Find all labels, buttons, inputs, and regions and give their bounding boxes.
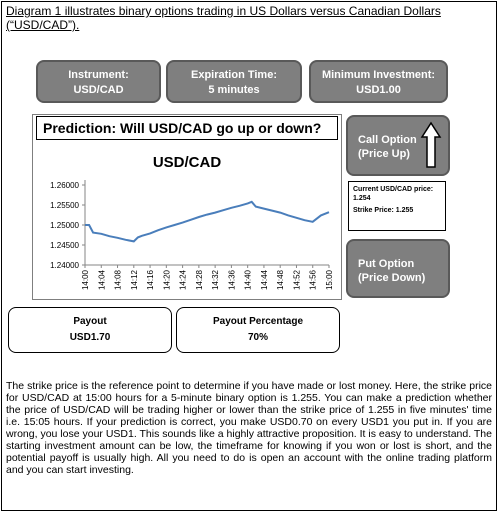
instrument-box [36, 60, 161, 103]
payout-percentage-box [176, 307, 340, 353]
payout-value: USD1.70 [69, 332, 111, 343]
instrument-value: USD/CAD [73, 84, 124, 96]
x-tick-label: 14:40 [243, 270, 253, 291]
expiration-label: Expiration Time: [191, 69, 277, 81]
x-tick-label: 15:00 [325, 270, 334, 291]
call-option-label: Call Option [358, 134, 417, 146]
x-tick-label: 14:44 [259, 270, 269, 291]
y-tick-label: 1.24500 [50, 241, 79, 250]
prediction-question: Prediction: Will USD/CAD go up or down? [36, 116, 338, 140]
put-option-button[interactable] [346, 239, 450, 298]
payout-label: Payout [73, 316, 107, 327]
expiration-box [166, 60, 302, 103]
put-option-sublabel: (Price Down) [358, 272, 426, 284]
x-tick-label: 14:08 [113, 270, 123, 291]
diagram-caption: Diagram 1 illustrates binary options trading in US Dollars versus Canadian Dollars (“USD/CAD”). [6, 4, 441, 32]
call-option-button[interactable] [346, 115, 450, 176]
x-tick-label: 14:04 [97, 270, 107, 291]
chart-area [32, 114, 342, 300]
x-tick-label: 14:48 [276, 270, 286, 291]
usd-cad-price-line [85, 202, 329, 242]
y-tick-label: 1.24000 [50, 261, 79, 270]
y-tick-label: 1.25000 [50, 221, 79, 230]
current-price-label: Current USD/CAD price: [353, 186, 434, 193]
x-tick-label: 14:24 [178, 270, 188, 291]
minimum-label: Minimum Investment: [321, 69, 436, 81]
expiration-value: 5 minutes [208, 84, 260, 96]
call-option-sublabel: (Price Up) [358, 148, 410, 160]
price-info-box [348, 181, 446, 231]
up-arrow-icon [420, 121, 442, 169]
x-tick-label: 14:52 [292, 270, 302, 291]
put-option-label: Put Option [358, 258, 415, 270]
explanation-paragraph: The strike price is the reference point to determine if you have made or lost money. Here, the strike price for USD/CAD at 15:00 hours for a 5-minute binary option is 1.255. You can make a prediction whether the price of USD/CAD will be trading higher or lower than the strike price of 1.255 in five minutes' time i.e. 15:05 hours. If your prediction is correct, you make USD0.70 on every USD1 you put in. If you are wrong, you lose your USD1. This sounds like a highly attractive proposition. It is easy to understand. The starting investment amount can be low, the timeframe for knowing if you won or lost is short, and the potential payoff is usually high. All you need to do is open an account with the online trading platform and you can start investing. [6, 380, 492, 476]
x-tick-label: 14:00 [81, 270, 90, 291]
usd-cad-chart [33, 115, 341, 299]
instrument-label: Instrument: [68, 69, 129, 81]
x-tick-label: 14:28 [194, 270, 204, 291]
minimum-investment-box [309, 60, 448, 103]
chart-title: USD/CAD [152, 154, 222, 171]
strike-price: Strike Price: 1.255 [353, 207, 414, 214]
payout-box [8, 307, 172, 353]
current-price-value: 1.254 [353, 195, 371, 202]
payout-percentage-value: 70% [247, 332, 268, 343]
y-tick-label: 1.25500 [50, 201, 79, 210]
x-tick-label: 14:36 [227, 270, 237, 291]
payout-percentage-label: Payout Percentage [212, 316, 304, 327]
minimum-value: USD1.00 [356, 84, 401, 96]
y-tick-label: 1.26000 [50, 181, 79, 190]
x-tick-label: 14:12 [129, 270, 139, 291]
x-tick-label: 14:56 [308, 270, 318, 291]
x-tick-label: 14:16 [146, 270, 156, 291]
x-tick-label: 14:32 [211, 270, 221, 291]
x-tick-label: 14:20 [162, 270, 172, 291]
